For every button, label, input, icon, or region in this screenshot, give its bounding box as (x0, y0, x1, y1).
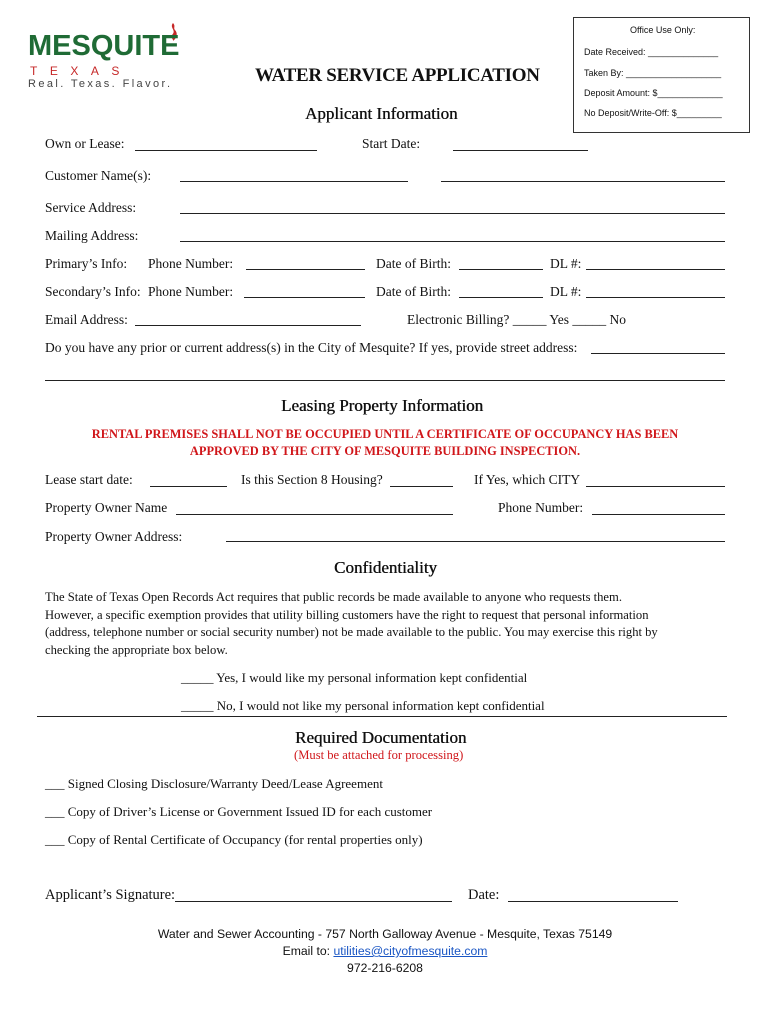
primary-dob-field[interactable] (459, 269, 543, 270)
city-logo (28, 22, 208, 92)
customer-name-field-1[interactable] (180, 181, 408, 182)
section8-field[interactable] (390, 486, 453, 487)
secondary-dl-label: DL #: (550, 284, 582, 299)
start-date-label: Start Date: (362, 136, 421, 151)
doc-item-id[interactable]: ___ Copy of Driver’s License or Government Issued ID for each customer (45, 804, 433, 819)
footer-phone: 972-216-6208 (347, 961, 423, 975)
service-address-label: Service Address: (45, 200, 137, 215)
page-title: WATER SERVICE APPLICATION (255, 65, 540, 86)
owner-phone-field[interactable] (592, 514, 725, 515)
mailing-address-field[interactable] (180, 241, 725, 242)
confidentiality-line-2: However, a specific exemption provides that utility billing customers have the right to request that personal information (45, 607, 649, 622)
footer-email-line (0, 944, 770, 958)
prior-address-field-1[interactable] (591, 353, 725, 354)
secondary-dob-field[interactable] (459, 297, 543, 298)
mailing-address-label: Mailing Address: (45, 228, 139, 243)
service-address-field[interactable] (180, 213, 725, 214)
primary-dob-label: Date of Birth: (376, 256, 451, 271)
which-city-label: If Yes, which CITY (474, 472, 581, 487)
email-label: Email Address: (45, 312, 128, 327)
customer-name-field-2[interactable] (441, 181, 725, 182)
prior-address-field-2[interactable] (45, 380, 725, 381)
office-date-received[interactable]: Date Received: ______________ (584, 47, 719, 57)
confidential-yes-option[interactable]: _____ Yes, I would like my personal information kept confidential (181, 670, 528, 685)
lease-start-field[interactable] (150, 486, 227, 487)
signature-label: Applicant’s Signature: (45, 887, 176, 903)
secondary-info-label: Secondary’s Info: (45, 284, 141, 299)
doc-item-certificate[interactable]: ___ Copy of Rental Certificate of Occupancy (for rental properties only) (45, 832, 423, 847)
section-applicant-heading: Applicant Information (305, 104, 458, 123)
primary-phone-label: Phone Number: (148, 256, 234, 271)
logo-wordmark: MESQUITE (28, 30, 180, 62)
office-title: Office Use Only: (630, 25, 696, 35)
own-lease-label: Own or Lease: (45, 136, 125, 151)
lease-start-label: Lease start date: (45, 472, 133, 487)
signature-date-label: Date: (468, 887, 500, 903)
signature-field[interactable] (175, 901, 452, 902)
office-taken-by[interactable]: Taken By: ___________________ (584, 68, 722, 78)
footer-email-label: Email to: (282, 944, 331, 958)
section-divider (37, 716, 727, 717)
confidentiality-line-1: The State of Texas Open Records Act requires that public records be made available to anyone who requests them. (45, 590, 622, 604)
primary-dl-label: DL #: (550, 256, 582, 271)
footer-email-link[interactable]: utilities@cityofmesquite.com (333, 944, 488, 958)
office-writeoff[interactable]: No Deposit/Write-Off: $_________ (584, 108, 722, 118)
rental-warning-line1: RENTAL PREMISES SHALL NOT BE OCCUPIED UNTIL A CERTIFICATE OF OCCUPANCY HAS BEEN (91, 427, 679, 441)
customer-names-label: Customer Name(s): (45, 168, 152, 183)
documentation-heading: Required Documentation (295, 728, 467, 747)
confidentiality-paragraph (45, 589, 735, 659)
logo-state: TEXAS (30, 64, 132, 78)
owner-phone-label: Phone Number: (498, 500, 584, 515)
primary-dl-field[interactable] (586, 269, 725, 270)
primary-info-label: Primary’s Info: (45, 256, 128, 271)
section8-label: Is this Section 8 Housing? (241, 472, 383, 487)
footer-address: Water and Sewer Accounting - 757 North Galloway Avenue - Mesquite, Texas 75149 (157, 927, 613, 941)
doc-item-closing[interactable]: ___ Signed Closing Disclosure/Warranty Deed/Lease Agreement (45, 776, 383, 791)
logo-tagline: Real. Texas. Flavor. (28, 78, 173, 90)
owner-name-label: Property Owner Name (45, 500, 168, 515)
confidentiality-line-3: (address, telephone number or social security number) not be made available to the public. You may exercise this right by (45, 625, 658, 640)
rental-warning-line2: APPROVED BY THE CITY OF MESQUITE BUILDING INSPECTION. (189, 444, 581, 458)
owner-name-field[interactable] (176, 514, 453, 515)
confidential-no-option[interactable]: _____ No, I would not like my personal information kept confidential (181, 698, 545, 713)
signature-date-field[interactable] (508, 901, 678, 902)
primary-phone-field[interactable] (246, 269, 365, 270)
owner-address-label: Property Owner Address: (45, 529, 183, 544)
secondary-dob-label: Date of Birth: (376, 284, 451, 299)
secondary-dl-field[interactable] (586, 297, 725, 298)
confidentiality-line-4: checking the appropriate box below. (45, 642, 228, 657)
leasing-heading: Leasing Property Information (281, 396, 484, 415)
confidentiality-heading: Confidentiality (334, 558, 437, 577)
secondary-phone-field[interactable] (244, 297, 365, 298)
documentation-subheading: (Must be attached for processing) (294, 748, 464, 762)
office-use-box (573, 17, 750, 133)
start-date-field[interactable] (453, 150, 588, 151)
which-city-field[interactable] (586, 486, 725, 487)
email-field[interactable] (135, 325, 361, 326)
secondary-phone-label: Phone Number: (148, 284, 234, 299)
own-lease-field[interactable] (135, 150, 317, 151)
office-deposit[interactable]: Deposit Amount: $_____________ (584, 88, 723, 98)
prior-address-label: Do you have any prior or current address(s) in the City of Mesquite? If yes, provide street address: (45, 340, 578, 355)
electronic-billing[interactable]: Electronic Billing? _____ Yes _____ No (407, 312, 626, 327)
owner-address-field[interactable] (226, 541, 725, 542)
